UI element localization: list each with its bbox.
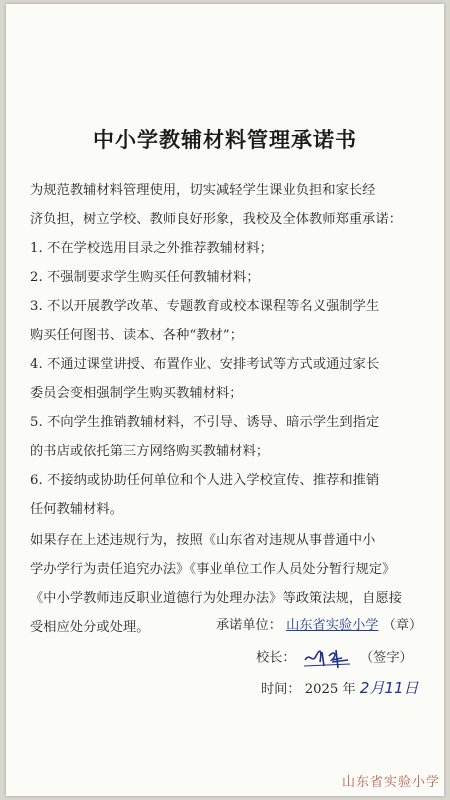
date-year: 2025 年 <box>304 682 356 697</box>
document-page <box>6 4 444 796</box>
commitment-item-1: 1. 不在学校选用目录之外推荐教辅材料； <box>30 241 273 256</box>
unit-label: 承诺单位： <box>216 618 282 633</box>
unit-seal-note: （章） <box>382 618 423 633</box>
principal-row <box>256 646 413 670</box>
date-row <box>261 677 419 698</box>
closing-paragraph: 如果存在上述违规行为，按照《山东省对违规从事普通中小 学办学行为责任追究办法》《事业单位工作人员处分暂行规定》 《中小学教师违反职业道德行为处理办法》等政策法规，自愿接 受相应处分或处理。 <box>30 533 403 635</box>
commitment-item-6: 6. 不接纳或协助任何单位和个人进入学校宣传、推荐和推销 任何教辅材料。 <box>30 473 380 517</box>
commitment-item-2: 2. 不强制要求学生购买任何教辅材料； <box>30 270 260 285</box>
principal-label: 校长： <box>256 650 296 666</box>
date-label: 时间： <box>261 682 301 697</box>
unit-row <box>216 614 422 633</box>
document-title: 中小学教辅材料管理承诺书 <box>93 127 357 152</box>
commitment-item-4: 4. 不通过课堂讲授、布置作业、安排考试等方式或通过家长 委员会变相强制学生购买教辅材料； <box>30 357 380 401</box>
commitment-item-3: 3. 不以开展教学改革、专题教育或校本课程等名义强制学生 购买任何图书、读本、各种“教材”； <box>30 299 380 343</box>
commitment-item-5: 5. 不向学生推销教辅材料，不引导、诱导、暗示学生到指定 的书店或依托第三方网络购买教辅材料； <box>30 415 380 459</box>
unit-name: 山东省实验小学 <box>286 618 379 633</box>
date-month-day: 2月11日 <box>359 679 419 697</box>
intro-paragraph: 为规范教辅材料管理使用，切实减轻学生课业负担和家长经 济负担，树立学校、教师良好形象，我校及全体教师郑重承诺： <box>30 183 403 227</box>
watermark: 山东省实验小学 <box>341 775 440 790</box>
principal-sign-note: （签字） <box>359 650 413 666</box>
principal-signature <box>302 646 354 670</box>
